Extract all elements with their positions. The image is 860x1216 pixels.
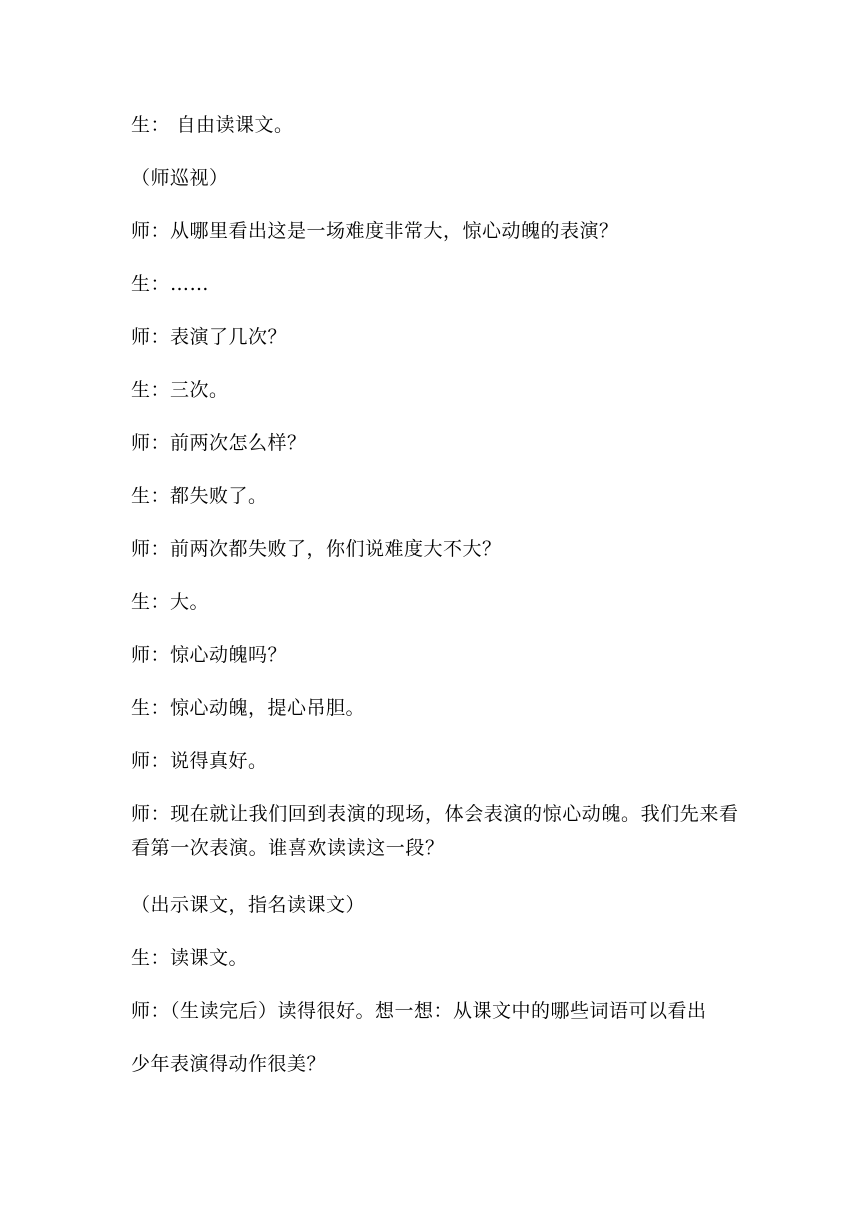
dialogue-line: 师：前两次都失败了，你们说难度大不大？	[131, 538, 502, 560]
dialogue-line: 生：都失败了。	[131, 485, 268, 507]
stage-direction: （出示课文，指名读课文）	[131, 894, 366, 916]
dialogue-line: 师：说得真好。	[131, 750, 268, 772]
dialogue-line: 生：读课文。	[131, 947, 249, 969]
dialogue-line: 生： 自由读课文。	[131, 114, 294, 136]
dialogue-line: 生：三次。	[131, 379, 229, 401]
dialogue-line: 师：惊心动魄吗？	[131, 644, 288, 666]
dialogue-line: 少年表演得动作很美？	[131, 1053, 327, 1075]
dialogue-line: 师：前两次怎么样？	[131, 432, 307, 454]
dialogue-line: 师：从哪里看出这是一场难度非常大，惊心动魄的表演？	[131, 220, 619, 242]
dialogue-line: 生：惊心动魄，提心吊胆。	[131, 697, 366, 719]
dialogue-line: 师：（生读完后）读得很好。想一想：从课文中的哪些词语可以看出	[131, 1000, 707, 1022]
stage-direction: （师巡视）	[131, 167, 229, 189]
dialogue-line: 师：表演了几次？	[131, 326, 288, 348]
dialogue-paragraph: 师：现在就让我们回到表演的现场，体会表演的惊心动魄。我们先来看看第一次表演。谁喜欢读读这一段？	[131, 803, 739, 859]
dialogue-line: 生：大。	[131, 591, 210, 613]
dialogue-line: 生：……	[131, 273, 210, 295]
